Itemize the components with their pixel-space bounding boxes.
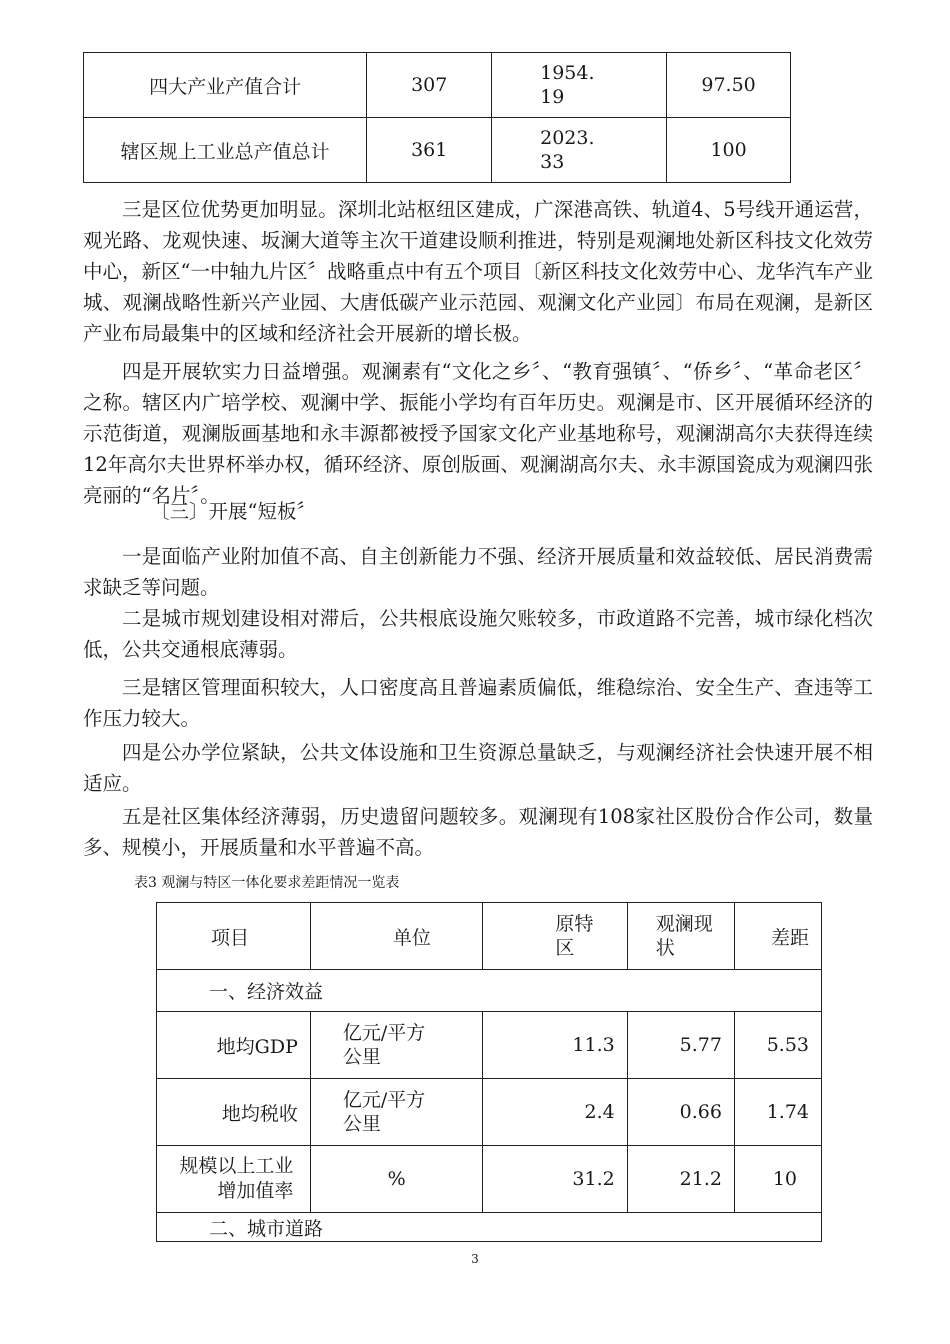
table-cell: 100 [667, 118, 791, 183]
page-number: 3 [471, 1252, 479, 1266]
section-label: 一、经济效益 [157, 970, 822, 1012]
row-item: 地均税收 [157, 1079, 311, 1146]
table-cell: 307 [367, 53, 492, 118]
table-row [84, 53, 791, 118]
gap-comparison-table [156, 902, 822, 1242]
header-unit: 单位 [310, 903, 482, 970]
table-cell: 97.50 [667, 53, 791, 118]
row-unit-text: 亿元/平方公里 [342, 1022, 426, 1068]
row-unit: % [310, 1146, 482, 1213]
paragraph-shortcoming-4: 四是公办学位紧缺，公共文体设施和卫生资源总量缺乏，与观澜经济社会快速开展不相适应。 [83, 741, 873, 795]
header-item: 项目 [157, 903, 311, 970]
table-cell [492, 118, 667, 183]
row-gap: 1.74 [734, 1079, 821, 1146]
paragraph-soft-power: 四是开展软实力日益增强。观澜素有“文化之乡〞、“教育强镇〞、“侨乡〞、“革命老区〞之称。辖区内广培学校、观澜中学、振能小学均有百年历史。观澜是市、区开展循环经济的示范街道，观澜版画基地和永丰源都被授予国家文化产业基地称号，观澜湖高尔夫获得连续12年高尔夫世界杯举办权，循环经济、原创版画、观澜湖高尔夫、永丰源国瓷成为观澜四张亮丽的“名片〞。 [83, 360, 873, 507]
row-item [157, 1146, 311, 1213]
table-caption: 表3 观澜与特区一体化要求差距情况一览表 [134, 875, 400, 891]
table-cell: 四大产业产值合计 [84, 53, 367, 118]
paragraph-shortcoming-1: 一是面临产业附加值不高、自主创新能力不强、经济开展质量和效益较低、居民消费需求缺乏等问题。 [83, 545, 873, 599]
table-cell [492, 53, 667, 118]
row-current: 0.66 [627, 1079, 734, 1146]
header-current-text: 观澜现状 [655, 913, 713, 959]
row-current: 21.2 [627, 1146, 734, 1213]
table-cell: 361 [367, 118, 492, 183]
header-original-text: 原特区 [555, 913, 594, 959]
row-item: 地均GDP [157, 1012, 311, 1079]
table-row [157, 1146, 822, 1213]
output-value-table [83, 52, 791, 183]
row-unit-text: 亿元/平方公里 [342, 1089, 426, 1135]
section-label: 二、城市道路 [157, 1213, 822, 1242]
paragraph-location-advantage: 三是区位优势更加明显。深圳北站枢纽区建成，广深港高铁、轨道4、5号线开通运营，观光路、龙观快速、坂澜大道等主次干道建设顺利推进，特别是观澜地处新区科技文化效劳中心，新区“一中轴九片区〞战略重点中有五个项目〔新区科技文化效劳中心、龙华汽车产业城、观澜战略性新兴产业园、大唐低碳产业示范园、观澜文化产业园〕布局在观澜，是新区产业布局最集中的区域和经济社会开展新的增长极。 [83, 198, 873, 345]
table-cell: 辖区规上工业总产值总计 [84, 118, 367, 183]
paragraph-shortcoming-3: 三是辖区管理面积较大，人口密度高且普遍素质偏低，维稳综治、安全生产、查违等工作压力较大。 [83, 676, 873, 730]
paragraph-shortcoming-2: 二是城市规划建设相对滞后，公共根底设施欠账较多，市政道路不完善，城市绿化档次低，公共交通根底薄弱。 [83, 607, 873, 661]
table-row [157, 1079, 822, 1146]
header-gap: 差距 [734, 903, 821, 970]
header-current [627, 903, 734, 970]
row-current: 5.77 [627, 1012, 734, 1079]
row-unit [310, 1012, 482, 1079]
row-item-text: 规模以上工业增加值率 [179, 1155, 294, 1202]
row-gap: 5.53 [734, 1012, 821, 1079]
header-original [483, 903, 627, 970]
paragraph-shortcoming-5: 五是社区集体经济薄弱，历史遗留问题较多。观澜现有108家社区股份合作公司，数量多、规模小，开展质量和水平普遍不高。 [83, 805, 873, 859]
table-row [84, 118, 791, 183]
table-header-row [157, 903, 822, 970]
section-heading-shortcomings: 〔三〕开展“短板〞 [150, 500, 316, 523]
row-original: 11.3 [483, 1012, 627, 1079]
row-gap: 10 [734, 1146, 821, 1213]
section-row [157, 970, 822, 1012]
row-original: 31.2 [483, 1146, 627, 1213]
row-original: 2.4 [483, 1079, 627, 1146]
table-row [157, 1012, 822, 1079]
table-cell-text: 1954.19 [540, 62, 595, 108]
table-cell-text: 2023.33 [540, 127, 595, 173]
row-unit [310, 1079, 482, 1146]
section-row [157, 1213, 822, 1242]
